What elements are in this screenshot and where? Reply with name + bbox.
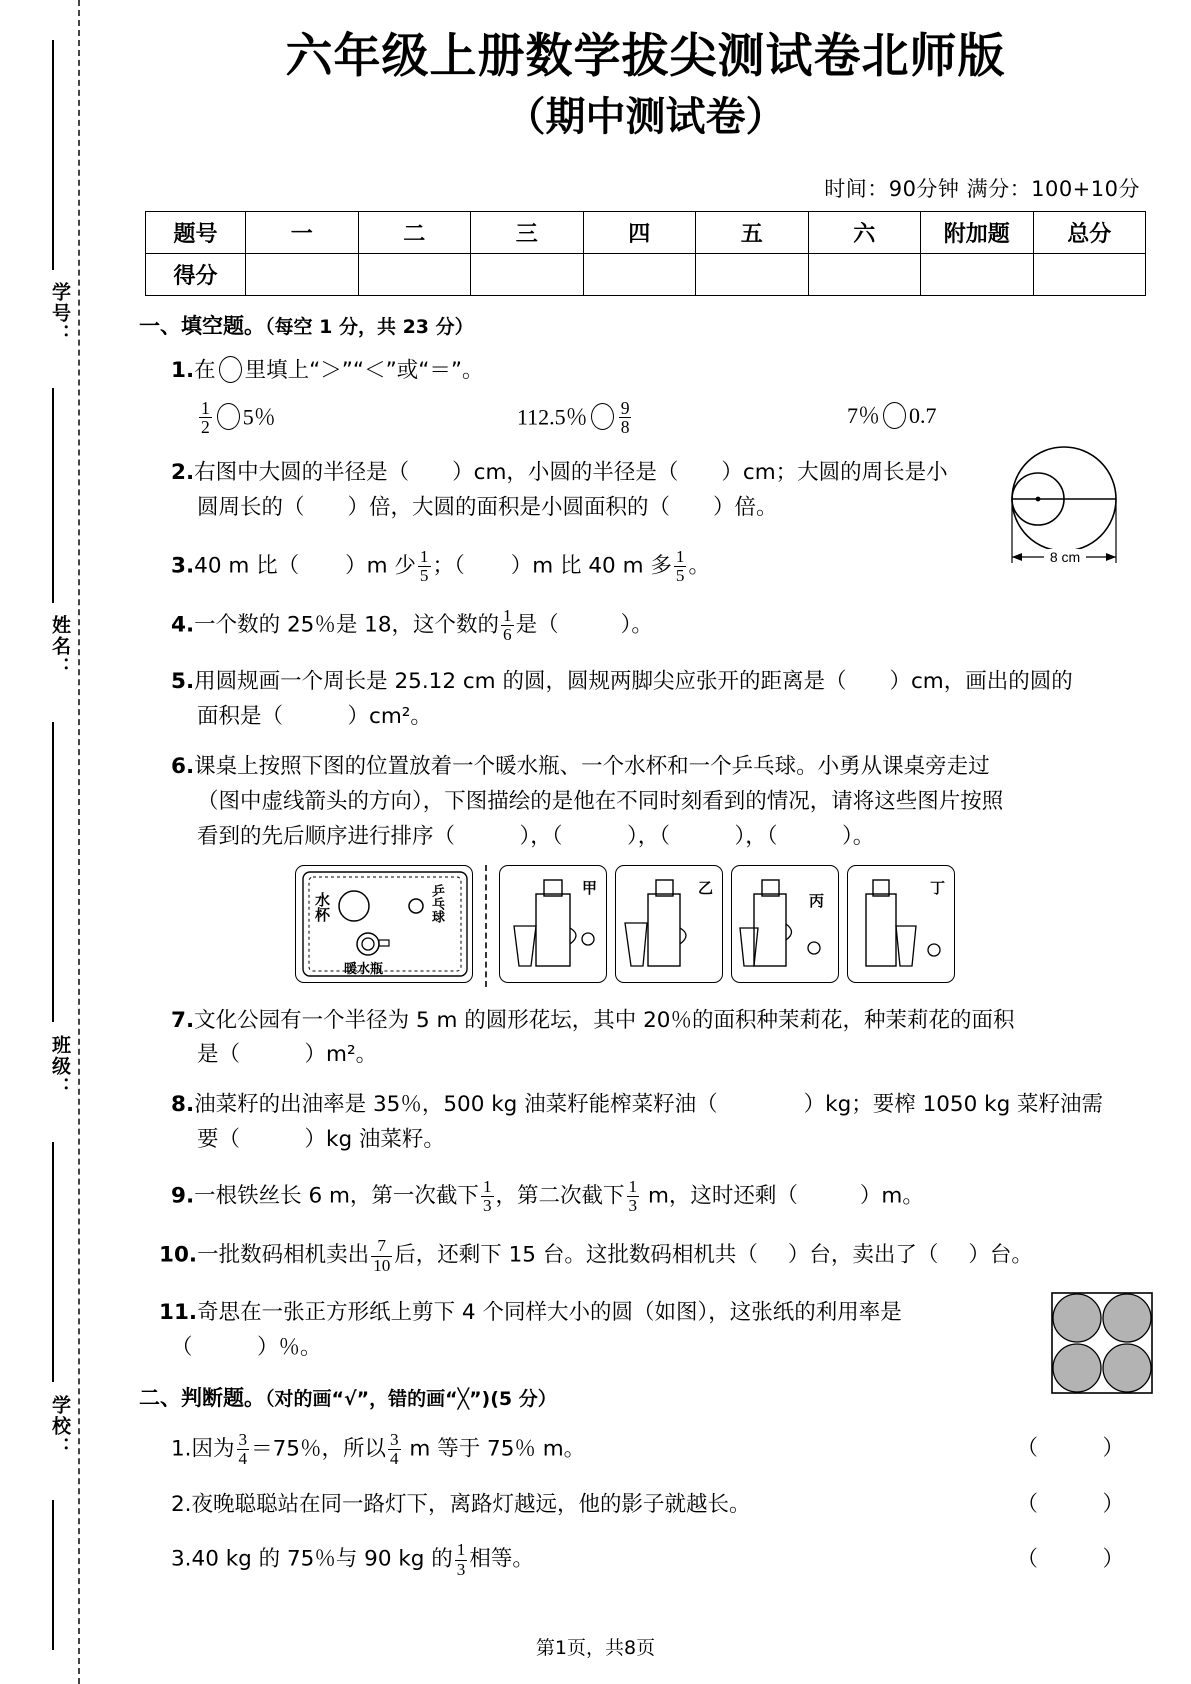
judge-3-answer-blank[interactable]: （ ） (1016, 1546, 1124, 1572)
question-1-comparisons (197, 399, 1146, 437)
question-10-part-3: ）台，卖出了（ (787, 1242, 939, 1268)
score-table-row-label-2: 得分 (146, 253, 246, 295)
fraction-one-third-c: $\frac{1}{3}$ (456, 1540, 466, 1579)
section-1-title: 一、填空题。 (139, 313, 265, 338)
score-col-bonus: 附加题 (921, 211, 1034, 253)
exam-page (105, 0, 1191, 1684)
class-field-label: 班级： (49, 1035, 71, 1098)
page-title: 六年级上册数学拔尖测试卷北师版 (285, 29, 1006, 84)
question-4-part-1: 一个数的 25％是 18，这个数的 (194, 612, 500, 638)
score-cell-3[interactable] (471, 253, 584, 295)
margin-rule-2 (52, 388, 54, 603)
dashed-cut-line (78, 0, 80, 1684)
question-6-line-3: 看到的先后顺序进行排序（ ），（ ），（ ），（ ）。 (197, 823, 875, 849)
judge-question-3-text (171, 1541, 534, 1578)
judge-question-2 (171, 1487, 1146, 1522)
fraction-one-fifth-a: $\frac{1}{5}$ (419, 546, 429, 585)
comparison-3-left: 7％ (847, 402, 881, 428)
margin-rule-3 (52, 722, 54, 1022)
judge-question-1-text (171, 1431, 585, 1468)
margin-rule-4 (52, 1142, 54, 1382)
question-11 (159, 1295, 1146, 1366)
circle-figure-dimension-label: 8 cm (1049, 548, 1081, 565)
score-cell-2[interactable] (358, 253, 471, 295)
fraction-one-sixth: $\frac{1}{6}$ (503, 605, 512, 645)
section-1-heading (139, 310, 1146, 340)
question-11-line-1: 奇思在一张正方形纸上剪下 4 个同样大小的圆（如图），这张纸的利用率是 (197, 1299, 902, 1325)
section-2-title: 二、判断题。 (139, 1385, 265, 1410)
margin-rule-5 (52, 1500, 54, 1650)
score-cell-4[interactable] (583, 253, 696, 295)
desk-label-thermos: 暖水瓶 (344, 961, 384, 977)
left-margin-strip (0, 0, 105, 1684)
judge-question-2-text (171, 1487, 751, 1522)
question-1 (171, 353, 1146, 389)
page-footer (0, 1633, 1191, 1660)
judge-2-answer-blank[interactable]: （ ） (1016, 1491, 1124, 1517)
question-4-part-3: ）。 (620, 612, 653, 638)
score-cell-1[interactable] (246, 253, 359, 295)
score-cell-bonus[interactable] (921, 253, 1034, 295)
question-3-part-3: ；（ (432, 552, 465, 578)
margin-rule-1 (52, 40, 54, 270)
question-6-line-2: （图中虚线箭头的方向），下图描绘的是他在不同时刻看到的情况，请将这些图片按照 (197, 788, 1004, 814)
section-2-heading (139, 1382, 1146, 1412)
score-cell-6[interactable] (808, 253, 921, 295)
question-11-line-2: （ ）％。 (171, 1334, 322, 1360)
question-7-number: 7. (171, 1007, 195, 1033)
section-1-note: （每空 1 分，共 23 分） (265, 315, 474, 338)
desk-label-cup: 水杯 (313, 891, 331, 922)
judge-3-post: 相等。 (469, 1546, 534, 1572)
score-col-6: 六 (808, 211, 921, 253)
question-4-part-2: 是（ (515, 612, 559, 638)
question-5-number: 5. (171, 669, 195, 695)
question-9-part-2: ，第二次截下 (495, 1183, 625, 1209)
fraction-one-third-a: $\frac{1}{3}$ (482, 1176, 492, 1216)
view-panel-yi-label: 乙 (697, 878, 713, 897)
view-panel-bing[interactable] (731, 865, 839, 983)
score-col-1: 一 (246, 211, 359, 253)
fraction-one-half: $\frac{1}{2}$ (201, 397, 210, 438)
student-id-field-label: 学号： (49, 282, 71, 345)
page-subtitle: （期中测试卷） (505, 93, 786, 140)
judge-1-pre: 因为 (191, 1435, 235, 1461)
question-2-line-1: 右图中大圆的半径是（ ）cm，小圆的半径是（ ）cm；大圆的周长是小 (194, 459, 948, 485)
view-panel-ding-label: 丁 (929, 878, 945, 897)
view-panel-jia[interactable] (499, 865, 607, 983)
question-6-figure-strip (295, 865, 1146, 987)
question-6 (171, 749, 1146, 854)
question-3-part-1: 40 m 比（ (194, 552, 300, 578)
judge-2-text: 夜晚聪聪站在同一路灯下，离路灯越远，他的影子就越长。 (191, 1491, 751, 1517)
score-col-3: 三 (471, 211, 584, 253)
comparison-item-2 (517, 399, 847, 437)
question-9-part-3: m，这时还剩（ (641, 1183, 798, 1209)
question-10-part-4: ）台。 (968, 1242, 1033, 1268)
comparison-item-1 (197, 399, 517, 437)
score-table-row-label: 题号 (146, 211, 246, 253)
question-7-line-2: 是（ ）m²。 (197, 1042, 378, 1068)
question-10-part-2: 后，还剩下 15 台。这批数码相机共（ (394, 1242, 758, 1268)
score-col-total: 总分 (1033, 211, 1146, 253)
question-8-line-2: 要（ ）kg 油菜籽。 (197, 1127, 445, 1153)
view-panel-bing-label: 丙 (808, 891, 824, 910)
fraction-one-third-b: $\frac{1}{3}$ (628, 1176, 638, 1216)
score-cell-total[interactable] (1033, 253, 1146, 295)
judge-question-3 (171, 1541, 1146, 1578)
comparison-item-3 (847, 399, 937, 437)
question-5 (171, 664, 1146, 735)
question-6-line-1: 课桌上按照下图的位置放着一个暖水瓶、一个水杯和一个乒乓球。小勇从课桌旁走过 (194, 754, 990, 780)
judge-1-answer-blank[interactable]: （ ） (1016, 1435, 1124, 1461)
table-row (146, 211, 1146, 253)
table-row (146, 253, 1146, 295)
judge-1-mid: ＝75％，所以 (251, 1435, 386, 1461)
question-3-part-5: 。 (688, 552, 710, 578)
question-11-number: 11. (159, 1299, 198, 1325)
comparison-1-right: 5％ (242, 404, 276, 430)
page-number-label: 第1页，共8页 (530, 1637, 661, 1659)
question-3-part-4: ）m 比 40 m 多 (510, 552, 672, 578)
exam-meta-info: 时间：90分钟 满分：100+10分 (824, 176, 1140, 201)
score-col-2: 二 (358, 211, 471, 253)
question-8 (171, 1087, 1146, 1158)
fraction-three-quarters-a: $\frac{3}{4}$ (238, 1429, 248, 1468)
question-10 (159, 1237, 1146, 1274)
question-10-part-1: 一批数码相机卖出 (197, 1242, 370, 1268)
view-panel-yi[interactable] (615, 865, 723, 983)
question-8-number: 8. (171, 1092, 195, 1118)
section-2-note: （对的画“√”，错的画“╳”)(5 分） (265, 1387, 557, 1410)
score-col-5: 五 (696, 211, 809, 253)
comparison-circle-icon[interactable] (219, 356, 242, 383)
judge-3-number: 3. (171, 1546, 192, 1572)
comparison-2-left: 112.5％ (517, 404, 588, 430)
question-7 (171, 1003, 1146, 1074)
view-panel-ding[interactable] (847, 865, 955, 983)
square-with-four-circles-figure (1048, 1289, 1156, 1397)
fraction-seven-tenths: $\frac{7}{10}$ (373, 1236, 391, 1275)
view-panel-jia-label: 甲 (581, 878, 597, 897)
comparison-circle-icon[interactable] (217, 403, 240, 430)
score-col-4: 四 (583, 211, 696, 253)
question-3 (171, 548, 1146, 585)
question-9-number: 9. (171, 1183, 195, 1209)
comparison-circle-icon[interactable] (591, 403, 614, 430)
question-5-line-2: 面积是（ ）cm²。 (197, 704, 432, 730)
judge-3-pre: 40 kg 的 75％与 90 kg 的 (191, 1546, 453, 1572)
question-8-line-1: 油菜籽的出油率是 35％，500 kg 油菜籽能榨菜籽油（ ）kg；要榨 1050 kg 菜籽油需 (194, 1092, 1104, 1118)
fraction-three-quarters-b: $\frac{3}{4}$ (389, 1429, 399, 1468)
judge-1-post: m 等于 75％ m。 (402, 1435, 586, 1461)
question-5-line-1: 用圆规画一个周长是 25.12 cm 的圆，圆规两脚尖应张开的距离是（ ）cm，画出的圆的 (194, 669, 1073, 695)
desk-label-ball: 乒乓球 (429, 883, 444, 923)
student-name-field-label: 姓名： (49, 615, 71, 678)
desk-top-view-panel (295, 865, 473, 983)
question-9-part-1: 一根铁丝长 6 m，第一次截下 (194, 1183, 479, 1209)
question-10-number: 10. (159, 1242, 198, 1268)
fraction-nine-eighths: $\frac{9}{8}$ (620, 397, 630, 438)
question-9-part-4: ）m。 (859, 1183, 924, 1209)
comparison-circle-icon[interactable] (883, 402, 906, 429)
question-7-line-1: 文化公园有一个半径为 5 m 的圆形花坛，其中 20％的面积种茉莉花，种茉莉花的面积 (194, 1007, 1015, 1033)
question-9 (171, 1178, 1146, 1215)
question-6-number: 6. (171, 754, 195, 780)
comparison-3-right: 0.7 (909, 402, 937, 428)
fraction-one-fifth-b: $\frac{1}{5}$ (675, 546, 685, 585)
question-4 (171, 607, 1146, 644)
view-direction-divider (485, 865, 487, 987)
judge-2-number: 2. (171, 1491, 192, 1517)
question-3-number: 3. (171, 552, 195, 578)
question-4-number: 4. (171, 612, 195, 638)
score-cell-5[interactable] (696, 253, 809, 295)
question-1-number: 1. (171, 357, 195, 383)
score-table (145, 211, 1146, 296)
question-2-number: 2. (171, 459, 195, 485)
judge-question-1 (171, 1431, 1146, 1468)
judge-1-number: 1. (171, 1435, 192, 1461)
question-1-text-b: 里填上“＞”“＜”或“＝”。 (244, 357, 484, 383)
question-2-line-2: 圆周长的（ ）倍，大圆的面积是小圆面积的（ ）倍。 (197, 494, 778, 520)
question-1-text-a: 在 (194, 357, 216, 383)
question-3-part-2: ）m 少 (345, 552, 416, 578)
school-field-label: 学校： (49, 1395, 71, 1458)
